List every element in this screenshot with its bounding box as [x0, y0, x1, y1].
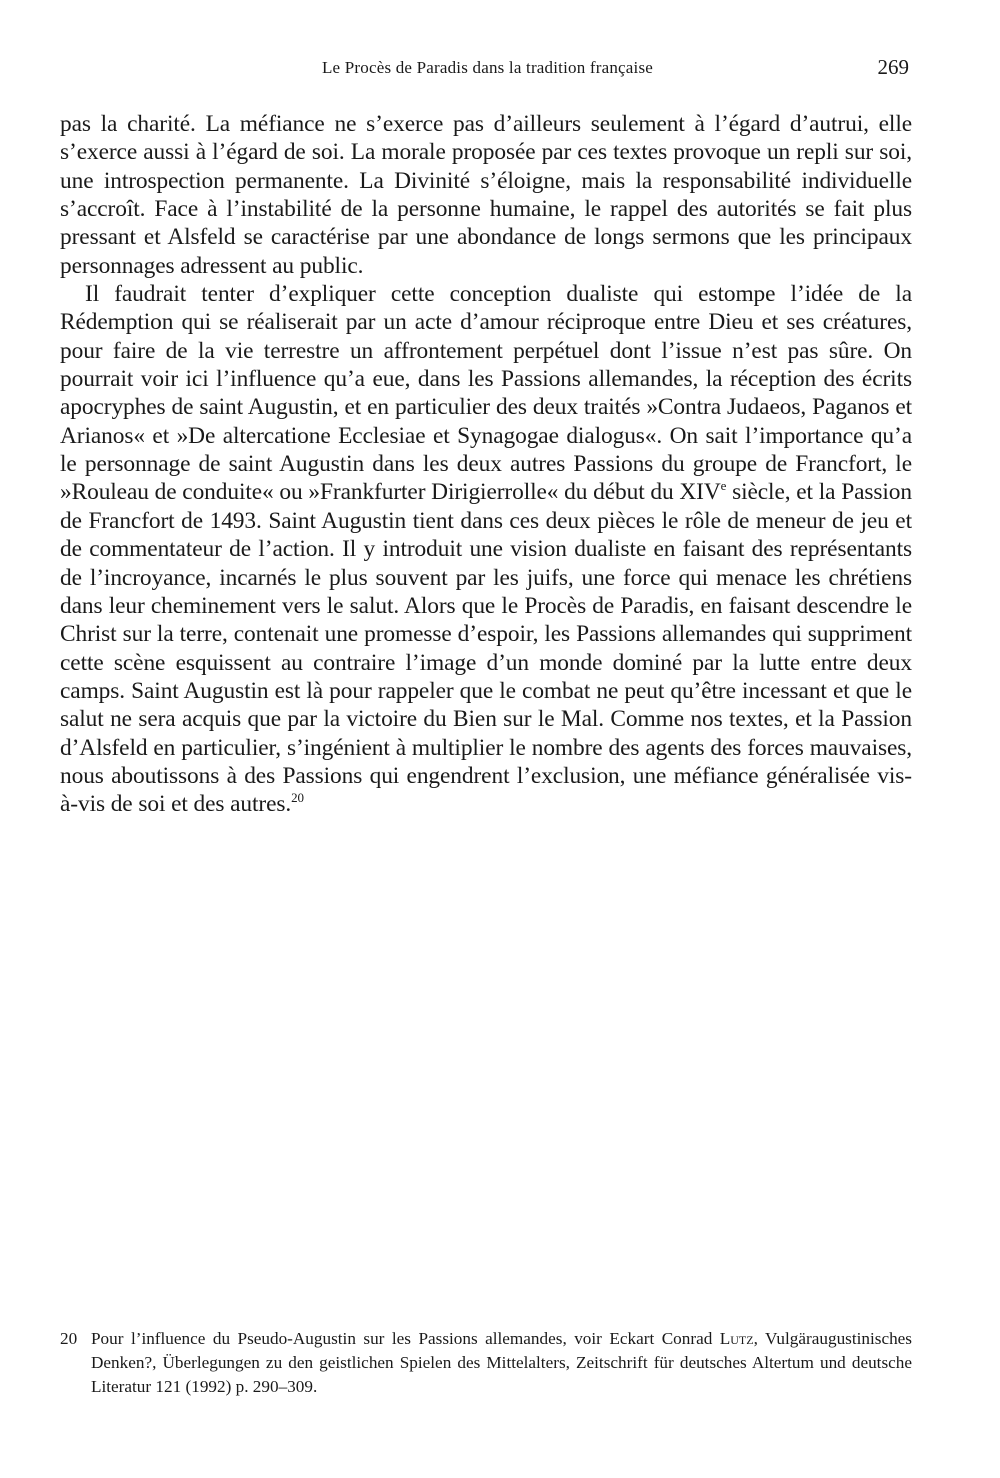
- paragraph-2: [60, 280, 912, 819]
- running-title: Le Procès de Paradis dans la tradition française: [321, 58, 654, 77]
- footnote: [60, 1327, 912, 1399]
- footnote-text: [91, 1327, 912, 1399]
- paragraph-1: pas la charité. La méfiance ne s’exerce pas d’ailleurs seulement à l’égard d’autrui, elle s’exerce aussi à l’égard de soi. La morale proposée par ces textes provoque un repli sur soi, une introspection permanente. La Divinité s’éloigne, mais la responsabilité individuelle s’accroît. Face à l’instabilité de la personne humaine, le rappel des autorités se fait plus pressant et Alsfeld se caractérise par une abondance de longs sermons que les principaux personnages adressent au public.: [60, 111, 912, 279]
- footnote-reference[interactable]: 20: [291, 790, 304, 806]
- century-superscript: e: [720, 478, 727, 494]
- paragraph-2-part-a: Il faudrait tenter d’expliquer cette conception dualiste qui estompe l’idée de la Rédemption qui se réaliserait par un acte d’amour réciproque entre Dieu et ses créatures, pour faire de la vie terrestre un affrontement perpétuel dont l’issue n’est pas sûre. On pourrait voir ici l’influence qu’a eue, dans les Passions allemandes, la réception des écrits apocryphes de saint Augustin, et en particulier des deux traités »Contra Judaeos, Paganos et Arianos« et »De altercatione Ecclesiae et Synagogae dialogus«. On sait l’importance qu’a le personnage de saint Augustin dans les deux autres Passions du groupe de Francfort, le »Rouleau de conduite« ou »Frankfurter Dirigierrolle« du début du XIV: [60, 281, 912, 506]
- footnote-number: 20: [60, 1329, 78, 1348]
- page-number: 269: [877, 55, 909, 79]
- paragraph-2-part-b: siècle, et la Passion de Francfort de 1493. Saint Augustin tient dans ces deux pièces le rôle de meneur de jeu et de commentateur de l’action. Il y introduit une vision dualiste en faisant des représentants de l’incroyance, incarnés le plus souvent par les juifs, une force qui menace les chrétiens dans leur cheminement vers le salut. Alors que le Procès de Paradis, en faisant descendre le Christ sur la terre, contenait une promesse d’espoir, les Passions allemandes qui suppriment cette scène esquissent au contraire l’image d’un monde dominé par la lutte entre deux camps. Saint Augustin est là pour rappeler que le combat ne peut qu’être incessant et que le salut ne sera acquis que par la victoire du Bien sur le Mal. Comme nos textes, et la Passion d’Alsfeld en particulier, s’ingénient à multiplier le nombre des agents des forces mauvaises, nous aboutissons à des Passions qui engendrent l’exclusion, une méfiance généralisée vis-à-vis de soi et des autres.: [60, 479, 912, 818]
- footnote-author-surname: Lutz: [719, 1329, 754, 1348]
- footnote-text-part-a: Pour l’influence du Pseudo-Augustin sur les Passions allemandes, voir Eckart Conrad: [91, 1329, 720, 1348]
- footnote-text-part-b: , Vulgäraugustinisches Denken?, Überlegungen zu den geistlichen Spielen des Mittelalters, Zeitschrift für deutsches Altertum und deutsche Literatur 121 (1992) p. 290–309.: [91, 1329, 912, 1396]
- body-text: [60, 110, 912, 819]
- running-header: [60, 50, 915, 84]
